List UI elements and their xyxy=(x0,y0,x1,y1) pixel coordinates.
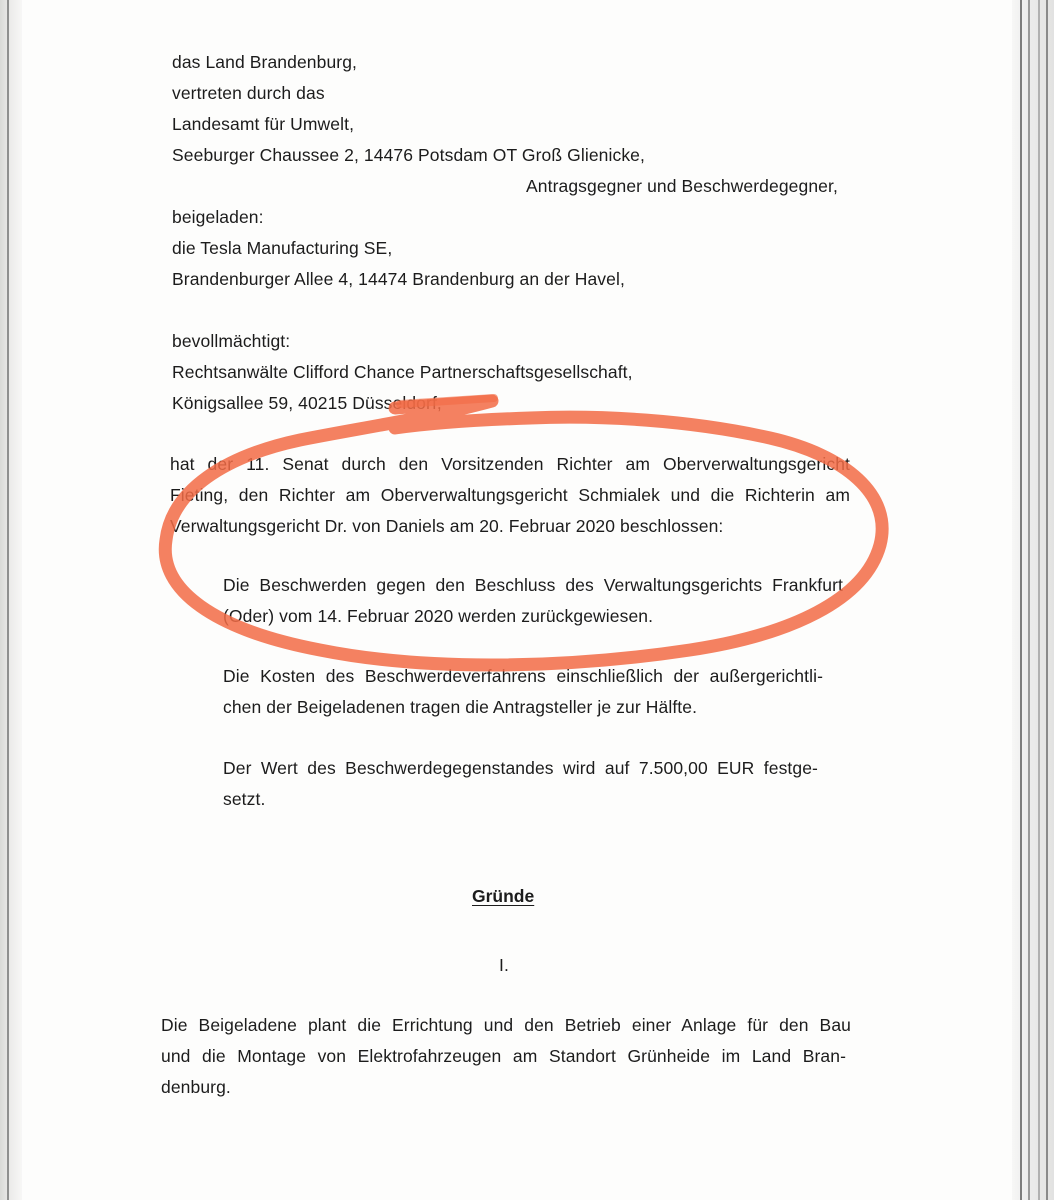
page-right-border xyxy=(1020,0,1022,1200)
party-line-4: Seeburger Chaussee 2, 14476 Potsdam OT Groß Glienicke, xyxy=(172,145,645,165)
party-line-1: das Land Brandenburg, xyxy=(172,52,358,72)
ruling-p3-line-1: Der Wert des Beschwerdegegenstandes wird auf 7.500,00 EUR festge- xyxy=(223,758,818,778)
ruling-p2-line-1: Die Kosten des Beschwerdeverfahrens einschließlich der außergerichtli- xyxy=(223,666,823,686)
page-left-edge xyxy=(0,0,22,1200)
decision-intro-line-1: hat der 11. Senat durch den Vorsitzenden Richter am Oberverwaltungsgericht xyxy=(170,454,850,474)
reasons-heading: Gründe xyxy=(472,886,535,906)
reasons-line-1: Die Beigeladene plant die Errichtung und den Betrieb einer Anlage für den Bau xyxy=(161,1015,851,1035)
reasons-line-2: und die Montage von Elektrofahrzeugen am Standort Grünheide im Land Bran- xyxy=(161,1046,846,1066)
ruling-p1-line-2: (Oder) vom 14. Februar 2020 werden zurückgewiesen. xyxy=(223,606,654,626)
intervener-address: Brandenburger Allee 4, 14474 Brandenburg an der Havel, xyxy=(172,269,625,289)
page-left-border xyxy=(7,0,9,1200)
party-role: Antragsgegner und Beschwerdegegner, xyxy=(526,176,838,196)
party-line-3: Landesamt für Umwelt, xyxy=(172,114,355,134)
page-right-border xyxy=(1046,0,1048,1200)
reasons-line-3: denburg. xyxy=(161,1077,231,1097)
reasons-section-number: I. xyxy=(499,955,509,975)
decision-intro-line-3: Verwaltungsgericht Dr. von Daniels am 20. Februar 2020 beschlossen: xyxy=(170,516,724,536)
decision-intro-line-2: Fieting, den Richter am Oberverwaltungsgericht Schmialek und die Richterin am xyxy=(170,485,850,505)
counsel-firm: Rechtsanwälte Clifford Chance Partnerschaftsgesellschaft, xyxy=(172,362,633,382)
party-line-2: vertreten durch das xyxy=(172,83,325,103)
intervener-label: beigeladen: xyxy=(172,207,264,227)
counsel-label: bevollmächtigt: xyxy=(172,331,291,351)
ruling-p2-line-2: chen der Beigeladenen tragen die Antragsteller je zur Hälfte. xyxy=(223,697,698,717)
intervener-name: die Tesla Manufacturing SE, xyxy=(172,238,393,258)
counsel-address: Königsallee 59, 40215 Düsseldorf, xyxy=(172,393,442,413)
page-right-border xyxy=(1028,0,1030,1200)
page-right-border xyxy=(1038,0,1040,1200)
ruling-p3-line-2: setzt. xyxy=(223,789,266,809)
ruling-p1-line-1: Die Beschwerden gegen den Beschluss des Verwaltungsgerichts Frankfurt xyxy=(223,575,843,595)
